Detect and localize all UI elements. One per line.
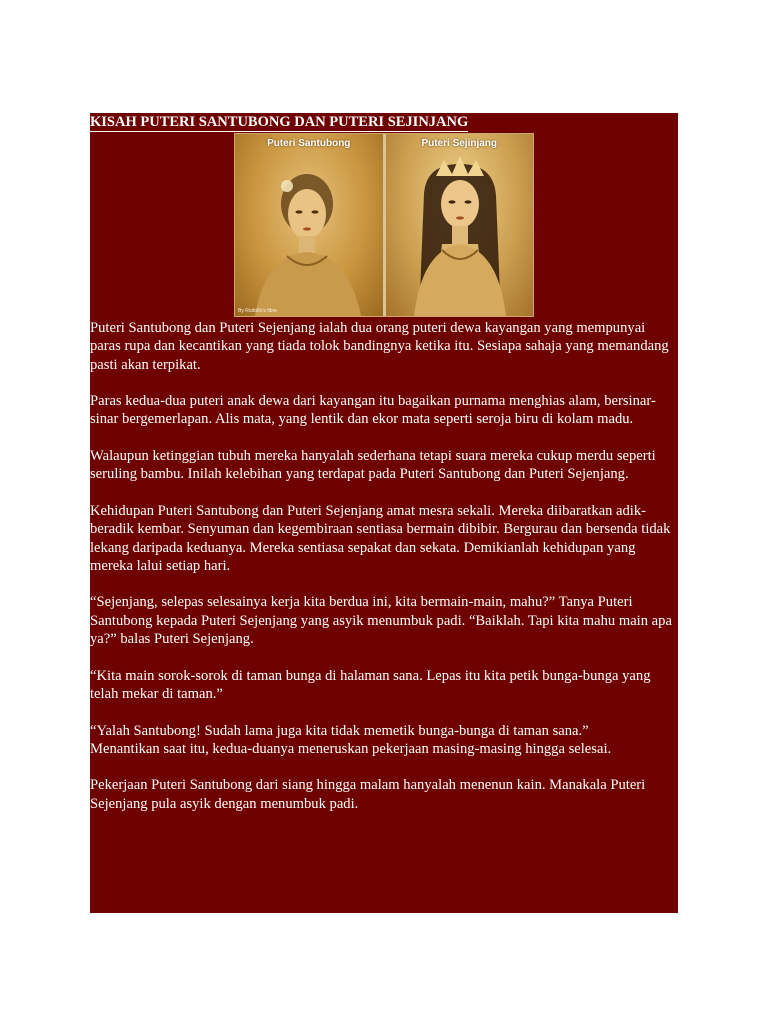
paragraph-6: “Kita main sorok-sorok di taman bunga di halaman sana. Lepas itu kita petik bunga-bunga yang telah mekar di taman.” — [90, 667, 651, 702]
paragraph-9: Pekerjaan Puteri Santubong dari siang hingga malam hanyalah menenun kain. Manakala Puteri Sejenjang pula asyik dengan menumbuk padi. — [90, 777, 646, 812]
portrait-santubong-drawing — [235, 134, 383, 316]
story-title — [90, 113, 678, 131]
illustration-watermark: By Rodolfo's fibre — [238, 308, 278, 314]
paragraph-7: “Yalah Santubong! Sudah lama juga kita tidak memetik bunga-bunga di taman sana.” — [90, 722, 589, 739]
paragraph-5: “Sejenjang, selepas selesainya kerja kita berdua ini, kita bermain-main, mahu?” Tanya Puteri Santubong kepada Puteri Sejenjang yang asyik menumbuk padi. “Baiklah. Tapi kita mahu main apa ya?” balas Puteri Sejenjang. — [90, 594, 672, 648]
paragraph-8: Menantikan saat itu, kedua-duanya meneruskan pekerjaan masing-masing hingga selesai. — [90, 740, 612, 757]
illustration-image — [234, 133, 534, 317]
story-body — [90, 319, 678, 831]
paragraph-3: Walaupun ketinggian tubuh mereka hanyalah sederhana tetapi suara mereka cukup merdu seperti seruling bambu. Inilah kelebihan yang terdapat pada Puteri Santubong dan Puteri Sejenjang. — [90, 448, 656, 483]
story-title-text: KISAH PUTERI SANTUBONG DAN PUTERI SEJINJANG — [90, 114, 469, 130]
paragraph-2: Paras kedua-dua puteri anak dewa dari kayangan itu bagaikan purnama menghias alam, bersinar-sinar bergemerlapan. Alis mata, yang lentik dan ekor mata seperti seroja biru di kolam madu. — [90, 393, 656, 428]
portrait-sejinjang-caption: Puteri Sejinjang — [421, 138, 498, 149]
portrait-sejinjang — [386, 134, 534, 316]
paragraph-4: Kehidupan Puteri Santubong dan Puteri Sejenjang amat mesra sekali. Mereka diibaratkan adik-beradik kembar. Senyuman dan kegembiraan sentiasa bermain dibibir. Bergurau dan bersenda tidak lekang daripada keduanya. Mereka sentiasa sepakat dan sekata. Demikianlah kehidupan yang mereka lalui setiap hari. — [90, 502, 671, 574]
paragraph-1: Puteri Santubong dan Puteri Sejenjang ialah dua orang puteri dewa kayangan yang mempunyai paras rupa dan kecantikan yang tiada tolok bandingnya ketika itu. Sesiapa sahaja yang memandang pasti akan terpikat. — [90, 320, 669, 373]
portrait-santubong — [235, 134, 383, 316]
portrait-santubong-caption: Puteri Santubong — [267, 138, 351, 149]
portrait-sejinjang-drawing — [386, 134, 534, 316]
document-page — [90, 113, 678, 913]
